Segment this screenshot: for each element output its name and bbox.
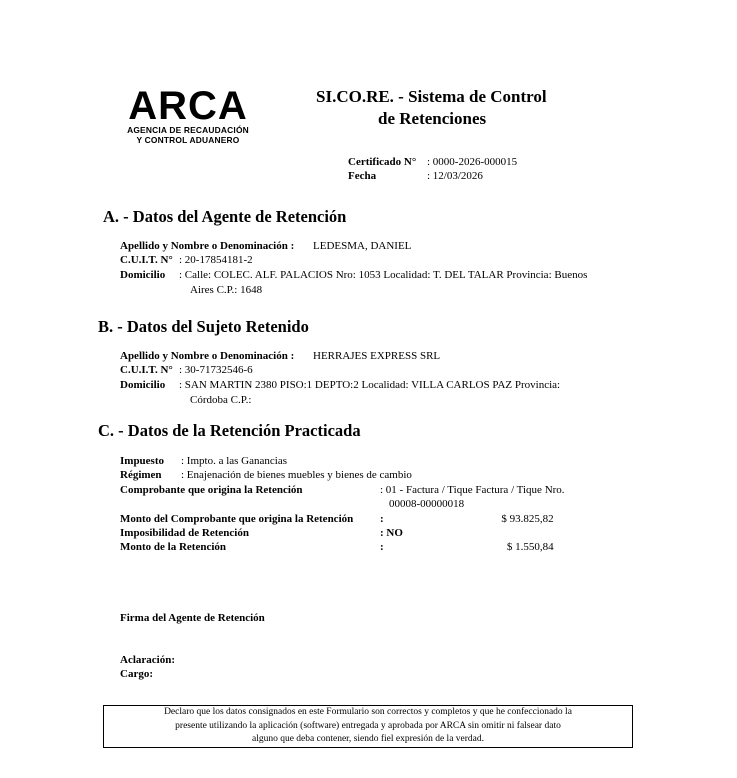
subject-address-line2: Córdoba C.P.: <box>190 394 252 406</box>
subject-address-line1: : SAN MARTIN 2380 PISO:1 DEPTO:2 Localidad: VILLA CARLOS PAZ Provincia: <box>179 379 561 391</box>
declaration-line3: alguno que deba contener, siendo fiel expresión de la verdad. <box>251 734 485 744</box>
retention-amount-label: Monto de la Retención <box>120 541 227 553</box>
voucher-label: Comprobante que origina la Retención <box>120 484 303 496</box>
voucher-amount-row <box>120 514 554 525</box>
agent-cuit-label: C.U.I.T. N° <box>120 254 173 266</box>
agent-name-value: LEDESMA, DANIEL <box>313 240 412 252</box>
voucher-amount-value: $ 93.825,82 <box>501 513 554 525</box>
subject-name-label: Apellido y Nombre o Denominación : <box>120 350 295 362</box>
position-label: Cargo: <box>120 668 153 680</box>
tax-value: : Impto. a las Ganancias <box>181 455 287 467</box>
retention-amount-colon: : <box>380 541 384 553</box>
agent-name-row <box>120 241 411 252</box>
agent-address-line1: : Calle: COLEC. ALF. PALACIOS Nro: 1053 Localidad: T. DEL TALAR Provincia: Buenos <box>179 269 588 281</box>
subject-cuit-value: : 30-71732546-6 <box>179 364 253 376</box>
date-row <box>348 171 483 182</box>
clarification-label: Aclaración: <box>120 654 175 666</box>
regime-label: Régimen <box>120 469 162 481</box>
date-label: Fecha <box>348 170 377 182</box>
date-value: : 12/03/2026 <box>427 170 483 182</box>
agent-address-row <box>120 270 587 281</box>
regime-value: : Enajenación de bienes muebles y bienes de cambio <box>181 469 412 481</box>
signature-label: Firma del Agente de Retención <box>120 612 265 624</box>
logo-line2: Y CONTROL ADUANERO <box>136 134 240 145</box>
section-a-heading: A. - Datos del Agente de Retención <box>103 207 347 226</box>
voucher-row <box>120 485 565 496</box>
title-line2: de Retenciones <box>378 109 487 128</box>
logo-name: ARCA <box>128 84 248 128</box>
title-line1: SI.CO.RE. - Sistema de Control <box>316 87 547 106</box>
arca-logo <box>112 86 264 145</box>
agent-address-line2: Aires C.P.: 1648 <box>190 284 263 296</box>
voucher-amount-label: Monto del Comprobante que origina la Retención <box>120 513 354 525</box>
retention-amount-value: $ 1.550,84 <box>506 541 554 553</box>
agent-address-label: Domicilio <box>120 269 166 281</box>
voucher-value-line1: : 01 - Factura / Tique Factura / Tique Nro. <box>380 484 565 496</box>
logo-line1: AGENCIA DE RECAUDACIÓN <box>127 125 249 135</box>
certificate-number-row <box>348 157 517 168</box>
declaration-line2: presente utilizando la aplicación (software) entregada y aprobada por ARCA sin omitir ni falsear dato <box>175 720 561 731</box>
impossibility-value: : NO <box>380 527 403 539</box>
certificate-number-label: Certificado N° <box>348 156 417 168</box>
subject-name-value: HERRAJES EXPRESS SRL <box>313 350 441 362</box>
agent-name-label: Apellido y Nombre o Denominación : <box>120 240 295 252</box>
voucher-amount-colon: : <box>380 513 384 525</box>
subject-cuit-row <box>120 365 253 376</box>
subject-address-label: Domicilio <box>120 379 166 391</box>
retention-amount-row <box>120 542 554 553</box>
subject-cuit-label: C.U.I.T. N° <box>120 364 173 376</box>
tax-row <box>120 456 287 467</box>
section-c-heading: C. - Datos de la Retención Practicada <box>98 421 361 440</box>
agent-cuit-value: : 20-17854181-2 <box>179 254 253 266</box>
tax-label: Impuesto <box>120 455 165 467</box>
regime-row <box>120 470 412 481</box>
declaration-box <box>103 705 633 748</box>
certificate-number-value: : 0000-2026-000015 <box>427 156 518 168</box>
voucher-value-line2: 00008-00000018 <box>389 498 465 510</box>
subject-name-row <box>120 351 440 362</box>
impossibility-row <box>120 528 403 539</box>
subject-address-row <box>120 380 560 391</box>
impossibility-label: Imposibilidad de Retención <box>120 527 249 539</box>
declaration-line1: Declaro que los datos consignados en este Formulario son correctos y completos y que he confeccionado la <box>164 707 572 717</box>
section-b-heading: B. - Datos del Sujeto Retenido <box>98 317 309 336</box>
agent-cuit-row <box>120 255 253 266</box>
